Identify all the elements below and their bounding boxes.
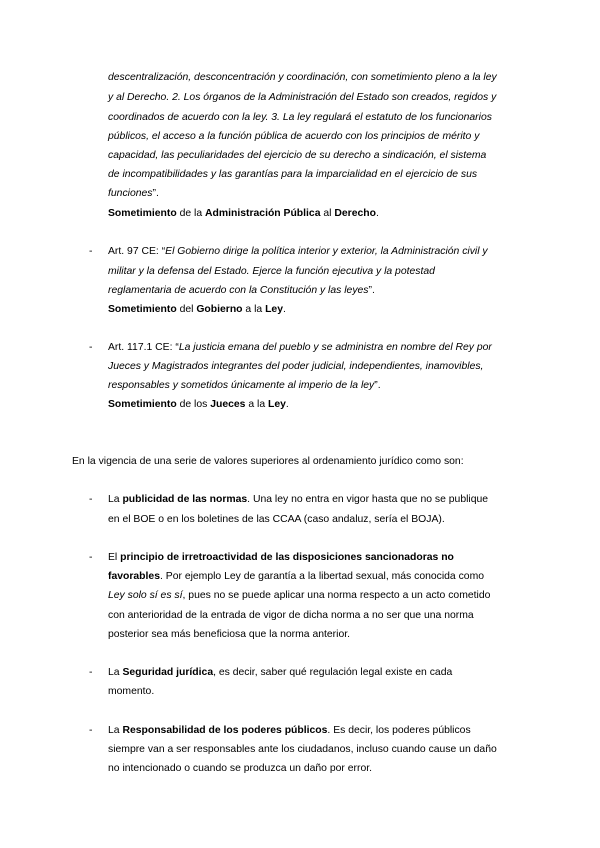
list-dash: - [89, 494, 93, 505]
values-intro: En la vigencia de una serie de valores superiores al ordenamiento jurídico como son: [72, 456, 464, 467]
summary-jueces: Sometimiento de los Jueces a la Ley. [108, 399, 289, 410]
seguridad-line: La Seguridad jurídica, es decir, saber qué regulación legal existe en cada [108, 667, 453, 678]
article-97-line: Art. 97 CE: “El Gobierno dirige la política interior y exterior, la Administración civil y [108, 246, 488, 257]
quote-line: públicos, el acceso a la función pública de acuerdo con los principios de mérito y [108, 131, 480, 142]
list-dash: - [89, 246, 93, 257]
list-dash: - [89, 552, 93, 563]
publicidad-line: La publicidad de las normas. Una ley no entra en vigor hasta que no se publique [108, 494, 489, 505]
publicidad-line: en el BOE o en los boletines de las CCAA (caso andaluz, sería el BOJA). [108, 514, 445, 525]
article-97-line: militar y la defensa del Estado. Ejerce la función ejecutiva y la potestad [108, 266, 435, 277]
article-117-line: responsables y sometidos únicamente al imperio de la ley”. [108, 380, 381, 391]
irretroactividad-line: posterior sea más beneficiosa que la norma anterior. [108, 629, 351, 640]
summary-administracion: Sometimiento de la Administración Pública al Derecho. [108, 208, 379, 219]
quote-line: coordinados de acuerdo con la ley. 3. La ley regulará el estatuto de los funcionarios [108, 112, 492, 123]
summary-gobierno: Sometimiento del Gobierno a la Ley. [108, 304, 286, 315]
responsabilidad-line: La Responsabilidad de los poderes públicos. Es decir, los poderes públicos [108, 725, 471, 736]
irretroactividad-line: Ley solo sí es sí, pues no se puede aplicar una norma respecto a un acto cometido [108, 590, 491, 601]
irretroactividad-line: favorables. Por ejemplo Ley de garantía a la libertad sexual, más conocida como [108, 571, 485, 582]
quote-line: y al Derecho. 2. Los órganos de la Administración del Estado son creados, regidos y [108, 92, 497, 103]
quote-line-last: funciones”. [108, 188, 159, 199]
seguridad-line: momento. [108, 686, 155, 697]
quote-line: de incompatibilidades y las garantías para la imparcialidad en el ejercicio de sus [108, 169, 478, 180]
list-dash: - [89, 342, 93, 353]
irretroactividad-line: con anterioridad de la entrada de vigor de dicha norma a no ser que una norma [108, 610, 474, 621]
list-dash: - [89, 725, 93, 736]
article-117-line: Art. 117.1 CE: “La justicia emana del pueblo y se administra en nombre del Rey por [108, 342, 492, 353]
list-dash: - [89, 667, 93, 678]
article-97-line: reglamentaria de acuerdo con la Constitución y las leyes”. [108, 285, 375, 296]
quote-line: descentralización, desconcentración y coordinación, con sometimiento pleno a la ley [108, 72, 497, 83]
irretroactividad-line: El principio de irretroactividad de las disposiciones sancionadoras no [108, 552, 454, 563]
responsabilidad-line: siempre van a ser responsables ante los ciudadanos, incluso cuando cause un daño [108, 744, 497, 755]
responsabilidad-line: no intencionado o cuando se produzca un daño por error. [108, 763, 372, 774]
article-117-line: Jueces y Magistrados integrantes del poder judicial, independientes, inamovibles, [108, 361, 484, 372]
quote-line: capacidad, las peculiaridades del ejercicio de su derecho a sindicación, el sistema [108, 150, 487, 161]
